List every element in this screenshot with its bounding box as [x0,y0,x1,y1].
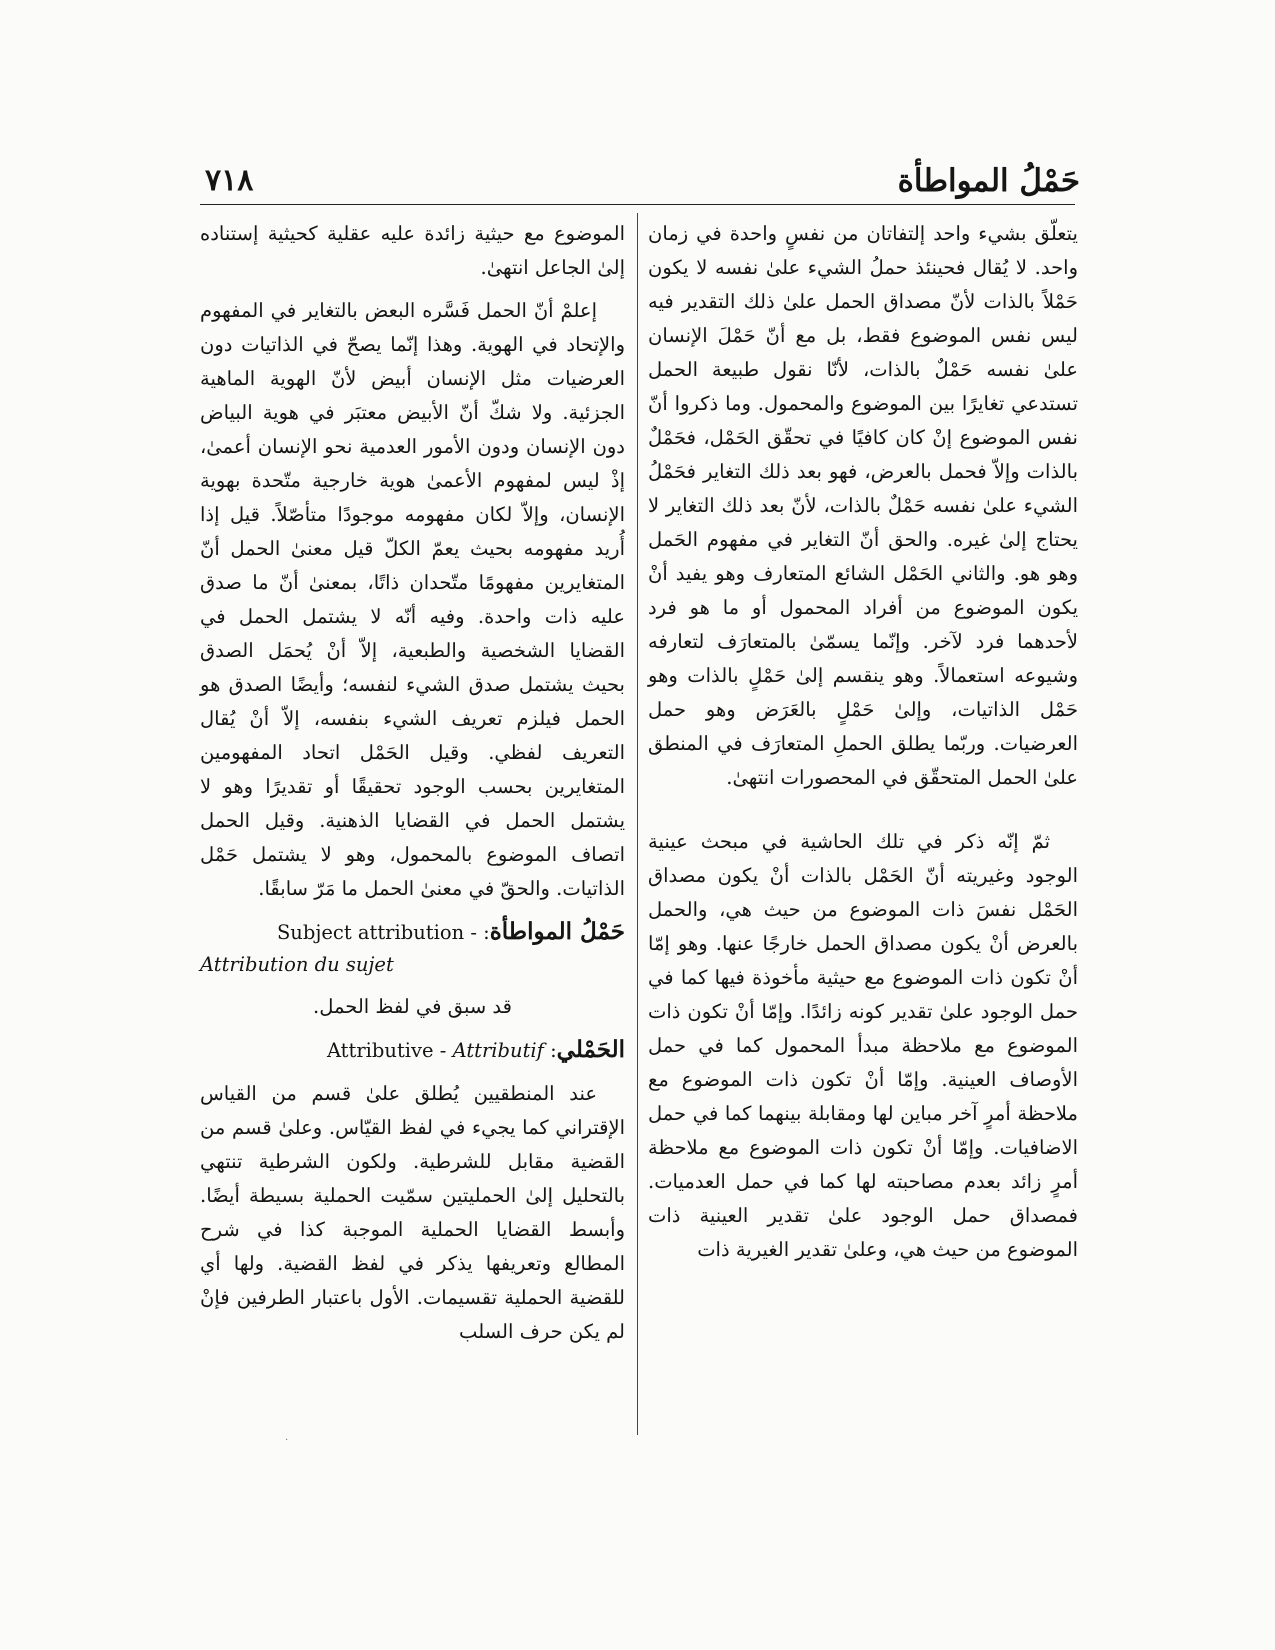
left-column [200,217,625,1349]
left-paragraph-1: الموضوع مع حيثية زائدة عليه عقلية كحيثية إستناده إلىٰ الجاعل انتهىٰ. [200,222,625,279]
entry-2-separator: : [550,1039,557,1062]
entry-1-french-line [200,950,625,980]
dictionary-entry-1 [200,915,625,1024]
right-column [648,217,1078,1267]
entry-1-body: قد سبق في لفظ الحمل. [313,995,512,1018]
entry-1-separator: : - [470,921,490,944]
entry-1-heading [200,915,625,950]
entry-2-arabic-term: الحَمْلي [556,1036,625,1063]
entry-2-english-term: Attributive [326,1039,434,1062]
entry-2-body: عند المنطقيين يُطلق علىٰ قسم من القياس الإقتراني كما يجيء في لفظ القيّاس. وعلىٰ قسم من القضية مقابل للشرطية. ولكون الشرطية تنتهي بالتحليل إلىٰ الحمليتين سمّيت الحملية بسيطة أيضًا. وأبسط القضايا الحملية الموجبة كذا في شرح المطالع وتعريفها يذكر في لفظ القضية. ولها أي للقضية الحملية تقسيمات. الأول باعتبار الطرفين فإنْ لم يكن حرف السلب [200,1082,625,1343]
running-head: حَمْلُ المواطأة [897,163,1080,199]
entry-2-dash: - [439,1039,447,1062]
dictionary-entry-2 [200,1033,625,1349]
entry-1-french-term: Attribution du sujet [200,953,394,976]
right-paragraph-2: ثمّ إنّه ذكر في تلك الحاشية في مبحث عينية الوجود وغيريته أنّ الحَمْل بالذات أنْ يكون مصداق الحَمْل نفسَ ذات الموضوع من حيث هي، والحمل بالعرض أنْ يكون مصداق الحمل خارجًا عنها. وهو إمّا أنْ تكون ذات الموضوع مع حيثية مأخوذة فيها كما في حمل الوجود علىٰ تقدير كونه زائدًا. وإمّا أنْ تكون ذات الموضوع مع ملاحظة مبدأ المحمول كما في حمل الأوصاف العينية. وإمّا أنْ تكون ذات الموضوع مع ملاحظة أمرٍ آخر مباين لها ومقابلة بينهما كما في حمل الاضافيات. وإمّا أنْ تكون ذات الموضوع مع ملاحظة أمرٍ زائد بعدم مصاحبته لها كما في حمل العدميات. فمصداق حمل الوجود علىٰ تقدير العينية ذات الموضوع من حيث هي، وعلىٰ تقدير الغيرية ذات [648,830,1078,1261]
page-number: ٧١٨ [205,163,254,198]
entry-1-arabic-term: حَمْلُ المواطأة [489,918,625,945]
right-paragraph-1: يتعلّق بشيء واحد إلتفاتان من نفسٍ واحدة في زمان واحد. لا يُقال فحينئذ حملُ الشيء علىٰ نفسه لا يكون حَمْلاً بالذات لأنّ مصداق الحمل علىٰ ذلك التقدير فيه ليس نفس الموضوع فقط، بل مع أنّ حَمْلَ الإنسان علىٰ نفسه حَمْلٌ بالذات، لأنّا نقول طبيعة الحمل تستدعي تغايرًا بين الموضوع والمحمول. وما ذكروا أنّ نفس الموضوع إنْ كان كافيًا في تحقّق الحَمْل، فحَمْلٌ بالذات وإلاّ فحمل بالعرض، فهو بعد ذلك التغاير فحَمْلُ الشيء علىٰ نفسه حَمْلٌ بالذات، لأنّ بعد ذلك التغاير لا يحتاج إلىٰ غيره. والحق أنّ التغاير في مفهوم الحَمل وهو هو. والثاني الحَمْل الشائع المتعارف وهو يفيد أنْ يكون الموضوع من أفراد المحمول أو ما هو فرد لأحدهما فرد لآخر. وإنّما يسمّىٰ بالمتعارَف لتعارفه وشيوعه استعمالاً. وهو ينقسم إلىٰ حَمْلٍ بالذات وهو حَمْل الذاتيات، وإلىٰ حَمْلٍ بالعَرَض وهو حمل العرضيات. وربّما يطلق الحملِ المتعارَف في المنطق علىٰ الحمل المتحقّق في المحصورات انتهىٰ. [648,222,1078,789]
entry-2-french-term: Attributif [452,1039,544,1062]
entry-2-heading [200,1033,625,1068]
column-divider [637,213,638,1435]
print-mark: · [285,1435,289,1446]
header-rule [200,204,1075,205]
entry-1-english-term: Subject attribution [276,921,465,944]
left-paragraph-2: إعلمْ أنّ الحمل فَسَّره البعض بالتغاير في المفهوم والإتحاد في الهوية. وهذا إنّما يصحّ في الذاتيات دون العرضيات مثل الإنسان أبيض لأنّ الهوية الماهية الجزئية. ولا شكّ أنّ الأبيض معتبَر في هوية البياض دون الإنسان ودون الأمور العدمية نحو الإنسان أعمىٰ، إذْ ليس لمفهوم الأعمىٰ هوية خارجية متّحدة بهوية الإنسان، وإلاّ لكان مفهومه موجودًا متأصّلاً. قيل إذا أُريد مفهومه بحيث يعمّ الكلّ قيل معنىٰ الحمل أنّ المتغايرين مفهومًا متّحدان ذاتًا، بمعنىٰ أنّ ما صدق عليه ذات واحدة. وفيه أنّه لا يشتمل الحمل في القضايا الشخصية والطبعية، إلاّ أنْ يُحمَل الصدق بحيث يشتمل صدق الشيء لنفسه؛ وأيضًا الصدق هو الحمل فيلزم تعريف الشيء بنفسه، إلاّ أنْ يُقال التعريف لفظي. وقيل الحَمْل اتحاد المفهومين المتغايرين بحسب الوجود تحقيقًا أو تقديرًا وهو لا يشتمل الحمل في القضايا الذهنية. وقيل الحمل اتصاف الموضوع بالمحمول، وهو لا يشتمل حَمْل الذاتيات. والحقّ في معنىٰ الحمل ما مَرّ سابقًا. [200,299,625,900]
